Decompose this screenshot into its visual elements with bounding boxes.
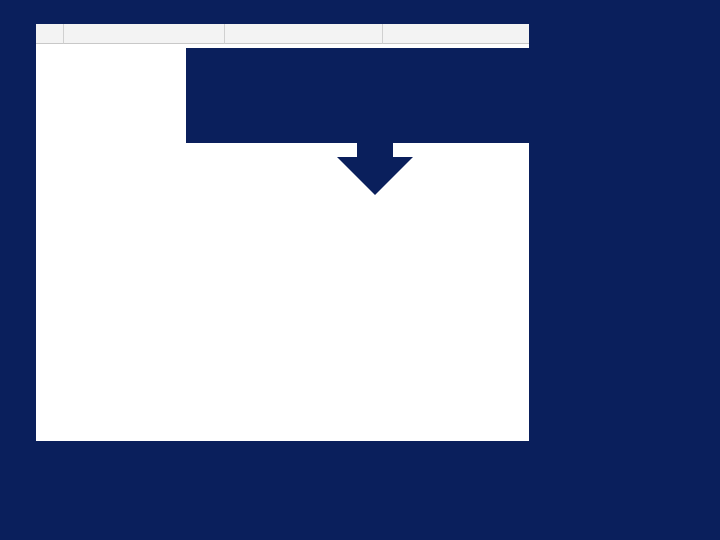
column-header-e[interactable] <box>383 24 529 44</box>
callout-arrow-icon <box>337 143 413 195</box>
column-header-c[interactable] <box>64 24 225 44</box>
explanation-callout <box>186 48 558 143</box>
column-header-d[interactable] <box>225 24 383 44</box>
select-all-corner[interactable] <box>36 24 64 44</box>
